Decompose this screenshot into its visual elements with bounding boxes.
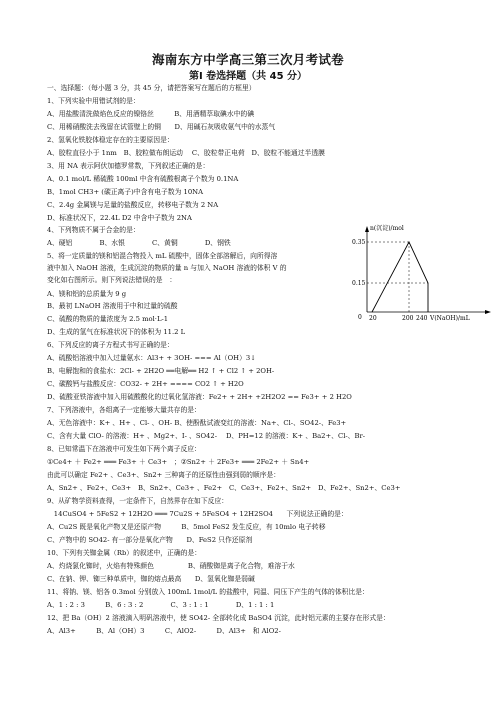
text-line: A、硬铝 B、水银 C、黄铜 D、钢铁 xyxy=(47,239,231,247)
y-tick-015: 0.15 xyxy=(352,280,366,287)
text-line: D、生成的氢气在标准状况下的体积为 11.2 L xyxy=(47,328,186,336)
precipitate-curve xyxy=(372,242,428,312)
page-title: 海南东方中学高三第三次月考试卷 xyxy=(151,52,344,67)
text-line: C、产物中的 SO42- 有一部分是氧化产物 D、FeS2 只作还原剂 xyxy=(47,536,253,544)
text-line: A、胶粒直径小于 1nm B、胶粒做布朗运动 C、胶粒带正电荷 D、胶粒不能通过半透膜 xyxy=(47,149,325,157)
text-line: 4、下列物质不属于合金的是： xyxy=(47,226,140,234)
x-tick-20: 20 xyxy=(369,315,377,322)
text-line: 12、把 Ba（OH）2 溶液滴入明矾溶液中，使 SO42- 全部转化成 BaSO4 沉淀，此时铝元素的主要存在形式是： xyxy=(47,614,390,622)
text-line: 1、下列实验中用错试剂的是： xyxy=(47,97,140,105)
text-line: A、Al3+ B、Al（OH）3 C、AlO2- D、Al3+ 和 AlO2- xyxy=(47,627,281,635)
text-line: 2、氢氧化铁胶体稳定存在的主要原因是： xyxy=(47,136,174,144)
text-line: 液中加入 NaOH 溶液，生成沉淀的物质的量 n 与加入 NaOH 溶液的体积 V 的 xyxy=(47,264,287,272)
text-line: 由此可以确定 Fe2+ 、Ce3+、Sn2+ 三种离子的还原性由强到弱的顺序是： xyxy=(47,471,281,479)
x-axis-arrow xyxy=(485,310,491,314)
x-tick-200: 200 xyxy=(402,315,414,322)
text-line: C、用稀硝酸洗去残留在试管壁上的铜 D、用碱石灰吸收氨气中的水蒸气 xyxy=(47,123,276,131)
text-line: D、硫酸亚铁溶液中加入用硫酸酸化的过氧化氢溶液：Fe2+ + 2H+ +2H2O2 == Fe3+ + 2 H2O xyxy=(47,393,352,401)
text-line: 9、从矿物学资料查得，一定条件下，自然界存在如下反应： xyxy=(47,497,229,505)
text-line: B、电解饱和的食盐水：2Cl- + 2H2O ══电解══ H2 ↑ + Cl2 ↑ + 2OH- xyxy=(47,367,275,375)
text-line: C、硫酸的物质的量浓度为 2.5 mol·L-1 xyxy=(47,315,169,323)
text-line: B、最初 LNaOH 溶液用于中和过量的硫酸 xyxy=(47,302,178,310)
text-line: C、含有大量 ClO- 的溶液：H+ 、Mg2+、I- 、SO42- D、PH=12 的溶液：K+ 、Ba2+、Cl-、Br- xyxy=(47,432,366,440)
text-line: A、无色溶液中：K+ 、H+ 、Cl- 、OH- B、使酚酞试液变红的溶液：Na+、Cl-、SO42-、Fe3+ xyxy=(47,419,347,427)
x-tick-240: 240 xyxy=(416,315,428,322)
origin-label: 0 xyxy=(358,314,362,321)
text-line: C、2.4g 金属镁与足量的盐酸反应，转移电子数为 2 NA xyxy=(47,201,219,209)
text-line: 14CuSO4 + 5FeS2 + 12H2O ═══ 7Cu2S + 5FeSO4 + 12H2SO4 下列说法正确的是： xyxy=(47,510,348,518)
x-axis-label: V(NaOH)/mL xyxy=(430,315,470,322)
text-line: 7、下列溶液中，各组离子一定能够大量共存的是： xyxy=(47,406,201,414)
text-line: A、Sn2+ 、Fe2+、Ce3+ B、Sn2+、Ce3+ 、Fe2+ C、Ce3+、Fe2+、Sn2+ D、Fe2+、Sn2+、Ce3+ xyxy=(47,484,401,492)
text-line: 6、下列反应的离子方程式书写正确的是： xyxy=(47,341,174,349)
text-line: A、硫酸铝溶液中加入过量氨水：Al3+ + 3OH- === Al（OH）3↓ xyxy=(47,354,256,362)
text-line: 10、下列有关铷金属（Rb）的叙述中，正确的是： xyxy=(47,549,202,557)
text-line: C、在钠、钾、铷三种单质中，铷的熔点最高 D、氢氧化铷是弱碱 xyxy=(47,575,255,583)
text-line: A、镁和铝的总质量为 9 g xyxy=(47,290,127,298)
text-line: A、Cu2S 既是氧化产物又是还原产物 B、5mol FeS2 发生反应，有 10mlo 电子转移 xyxy=(47,523,326,531)
text-line: 3、用 NA 表示阿伏加德罗常数，下列叙述正确的是： xyxy=(47,162,210,170)
precipitate-graph xyxy=(352,222,492,322)
text-line: ①Ce4+ ＋ Fe2+ ═══ Fe3+ ＋ Ce3+ ；②Sn2+ ＋ 2Fe3+ ═══ 2Fe2+ ＋ Sn4+ xyxy=(47,458,310,466)
text-line: C、碳酸钙与盐酸反应：CO32- + 2H+ ==== CO2 ↑ + H2O xyxy=(47,380,244,388)
text-line: A、0.1 mol/L 稀硫酸 100ml 中含有硫酸根离子个数为 0.1NA xyxy=(47,175,239,183)
text-line: A、用盐酸清洗做焰色反应的镍铬丝 B、用酒精萃取碘水中的碘 xyxy=(47,110,255,118)
text-line: 5、将一定质量的镁和铝混合物投入 mL 硫酸中，固体全部溶解后，向所得溶 xyxy=(47,252,278,260)
text-line: A、1 : 2 : 3 B、6 : 3 : 2 C、3 : 1 : 1 D、1 : 1 : 1 xyxy=(47,601,275,609)
text-line: 11、将钠、镁、铝各 0.3mol 分别放入 100mL 1mol/L 的盐酸中，同温、同压下产生的气体的体积比是： xyxy=(47,588,369,596)
text-line: B、1mol CH3+ (碳正离子)中含有电子数为 10NA xyxy=(47,188,204,196)
y-axis-label: n(沉淀)/mol xyxy=(370,225,404,232)
text-line: 一、选择题：（每小题 3 分，共 45 分，请把答案写在题后的方框里） xyxy=(47,84,256,92)
y-tick-035: 0.35 xyxy=(352,239,366,246)
text-line: 变化如右图所示。则下列说法错误的是 ： xyxy=(47,276,177,284)
y-axis-arrow xyxy=(365,226,369,232)
text-line: D、标准状况下，22.4L D2 中含中子数为 2NA xyxy=(47,214,192,222)
text-line: 8、已知常温下在溶液中可发生如下两个离子反应： xyxy=(47,445,201,453)
section-subtitle: 第Ⅰ 卷选择题（共 45 分） xyxy=(188,71,308,82)
text-line: A、灼烧氯化铷时，火焰有特殊颜色 B、硝酸铷是离子化合物，难溶于水 xyxy=(47,562,295,570)
